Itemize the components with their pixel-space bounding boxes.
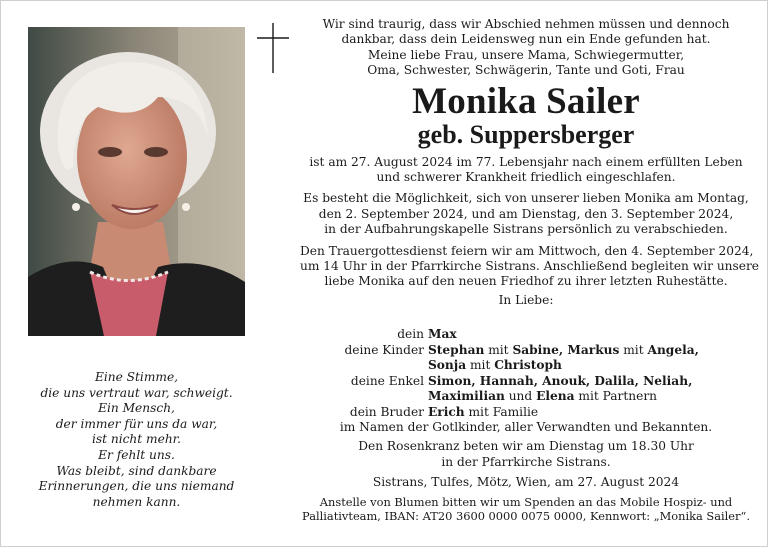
- mourner-role: dein: [397, 327, 424, 341]
- funeral-line: um 14 Uhr in der Pfarrkirche Sistrans. Anschließend begleiten wir unsere: [300, 259, 760, 274]
- mourner-name: Elena: [536, 389, 575, 404]
- mourner-name: Max: [428, 327, 457, 341]
- funeral-line: Den Trauergottesdienst feiern wir am Mittwoch, den 4. September 2024,: [300, 243, 754, 258]
- poem-line: ist nicht mehr.: [91, 432, 182, 447]
- farewell-line: den 2. September 2024, und am Dienstag, den 3. September 2024,: [318, 206, 734, 221]
- mourner-name: Stephan: [428, 342, 485, 357]
- intro-line: Meine liebe Frau, unsere Mama, Schwiegermutter,: [367, 47, 685, 62]
- funeral-line: liebe Monika auf den neuen Friedhof zu ihrer letzten Ruhestätte.: [324, 274, 728, 289]
- mourner-name: Angela,: [647, 342, 699, 357]
- mourner-connector: mit: [469, 358, 491, 373]
- poem-line: Ein Mensch,: [98, 401, 175, 416]
- mourner-name: Sonja: [428, 358, 467, 373]
- poem-line: Er fehlt uns.: [98, 447, 175, 462]
- rosary-line: in der Pfarrkirche Sistrans.: [441, 454, 611, 469]
- donation-line: Palliativteam, IBAN: AT20 3600 0000 0075 0000, Kennwort: „Monika Sailer“.: [302, 509, 750, 524]
- mourner-connector: mit: [488, 342, 509, 357]
- portrait-photo: [28, 27, 245, 336]
- deceased-name: Monika Sailer: [412, 80, 640, 122]
- maiden-name: geb. Suppersberger: [417, 119, 635, 149]
- cross-icon: [256, 23, 290, 77]
- in-love-label: In Liebe:: [498, 292, 554, 307]
- mourner-name: Simon, Hannah, Anouk, Dalila, Neliah,: [428, 373, 693, 388]
- poem-line: Was bleibt, sind dankbare: [56, 463, 217, 478]
- poem-line: nehmen kann.: [92, 494, 181, 509]
- poem-line: der immer für uns da war,: [55, 416, 218, 431]
- mourner-name: Sabine, Markus: [512, 342, 620, 357]
- mourner-row-grandchildren-2: [300, 389, 752, 405]
- mourner-name: Christoph: [494, 358, 562, 373]
- intro-line: Wir sind traurig, dass wir Abschied nehmen müssen und dennoch: [322, 17, 730, 31]
- mourner-connector: mit Familie: [468, 404, 539, 419]
- mourner-connector: mit: [623, 342, 644, 357]
- mourners-list: [300, 327, 752, 421]
- farewell-line: in der Aufbahrungskapelle Sistrans persönlich zu verabschieden.: [324, 222, 728, 237]
- mourner-row-husband: [300, 327, 752, 343]
- mourner-role: deine Kinder: [344, 342, 424, 357]
- closing-text: [300, 420, 752, 524]
- mourner-row-children-2: [300, 358, 752, 374]
- mourner-role: dein Bruder: [349, 404, 424, 419]
- farewell-line: Es besteht die Möglichkeit, sich von unserer lieben Monika am Montag,: [303, 191, 749, 206]
- intro-line: dankbar, dass dein Leidensweg nun ein Ende gefunden hat.: [341, 32, 711, 47]
- obituary-main-text: [300, 17, 760, 308]
- poem-line: Erinnerungen, die uns niemand: [38, 479, 235, 494]
- mourner-row-grandchildren: [300, 374, 752, 390]
- mourner-name: Maximilian: [428, 389, 505, 404]
- intro-line: Oma, Schwester, Schwägerin, Tante und Goti, Frau: [367, 63, 685, 78]
- death-line: und schwerer Krankheit friedlich eingeschlafen.: [376, 170, 676, 185]
- poem: [28, 370, 245, 510]
- donation-line: Anstelle von Blumen bitten wir um Spenden an das Mobile Hospiz- und: [319, 494, 733, 509]
- mourner-role: deine Enkel: [350, 373, 424, 388]
- rosary-line: Den Rosenkranz beten wir am Dienstag um 18.30 Uhr: [358, 439, 694, 454]
- mourner-connector: mit Partnern: [578, 389, 658, 404]
- mourner-row-brother: [300, 405, 752, 421]
- mourner-name: Erich: [428, 404, 465, 419]
- poem-line: die uns vertraut war, schweigt.: [40, 385, 233, 400]
- godchildren-line: im Namen der Gotlkinder, aller Verwandten und Bekannten.: [339, 420, 713, 434]
- mourner-row-children: [300, 343, 752, 359]
- poem-line: Eine Stimme,: [94, 370, 179, 384]
- death-line: ist am 27. August 2024 im 77. Lebensjahr nach einem erfüllten Leben: [309, 154, 743, 169]
- mourner-connector: und: [508, 389, 533, 404]
- place-date: Sistrans, Tulfes, Mötz, Wien, am 27. August 2024: [372, 475, 680, 490]
